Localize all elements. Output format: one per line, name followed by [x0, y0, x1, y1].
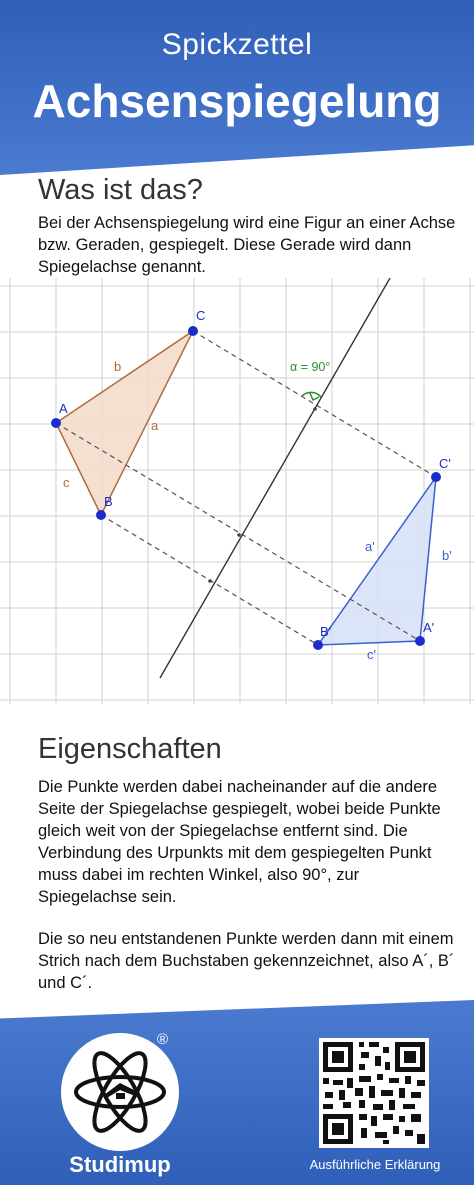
- point-c-prime: [431, 472, 441, 482]
- reflection-diagram: [0, 278, 474, 704]
- side-label-a-prime: a': [365, 539, 375, 554]
- section-heading-what: Was ist das?: [38, 174, 203, 206]
- point-a: [51, 418, 61, 428]
- qr-code[interactable]: [319, 1038, 429, 1148]
- label-a: A: [59, 401, 68, 416]
- section-text-properties-2: Die so neu entstandenen Punkte werden dann mit einem Strich nach dem Buchstaben gekennzeichnet, also A´, B´ und C´.: [38, 930, 455, 992]
- label-a-prime: A': [423, 620, 435, 635]
- brand-name: Studimup: [69, 1152, 171, 1177]
- section-text-properties-1: Die Punkte werden dabei nacheinander auf die andere Seite der Spiegelachse gespiegelt, wobei beide Punkte gleich weit von der Spiegelachse entfernt sind. Die Verbindung des Urpunkts mit dem gespiegelten Punkt muss dabei im rechten Winkel, also 90°, zur Spiegelachse sein.: [38, 778, 441, 906]
- qr-code-label[interactable]: Ausführliche Erklärung: [309, 1157, 441, 1172]
- side-label-c: c: [63, 475, 70, 490]
- logo-badge: [61, 1033, 179, 1151]
- page-title: Achsenspiegelung: [32, 75, 442, 127]
- registered-mark: ®: [157, 1031, 169, 1048]
- section-text-what: Bei der Achsenspiegelung wird eine Figur an einer Achse bzw. Geraden, gespiegelt. Diese Gerade wird dann Spiegelachse genannt.: [38, 214, 456, 276]
- atom-icon: [61, 1033, 179, 1151]
- side-label-c-prime: c': [367, 647, 376, 662]
- section-heading-properties: Eigenschaften: [38, 733, 222, 765]
- label-b: B: [104, 494, 113, 509]
- side-label-b: b: [114, 359, 122, 374]
- label-c: C: [196, 308, 206, 323]
- original-triangle: [56, 331, 193, 515]
- mirrored-triangle: [318, 477, 436, 645]
- point-b-prime: [313, 640, 323, 650]
- point-c: [188, 326, 198, 336]
- point-b: [96, 510, 106, 520]
- qr-code-icon: [319, 1038, 429, 1148]
- point-a-prime: [415, 636, 425, 646]
- angle-label: α = 90°: [290, 360, 331, 374]
- label-b-prime: B': [320, 624, 332, 639]
- side-label-b-prime: b': [442, 548, 452, 563]
- page-subtitle: Spickzettel: [161, 28, 313, 61]
- side-label-a: a: [151, 418, 159, 433]
- label-c-prime: C': [439, 456, 451, 471]
